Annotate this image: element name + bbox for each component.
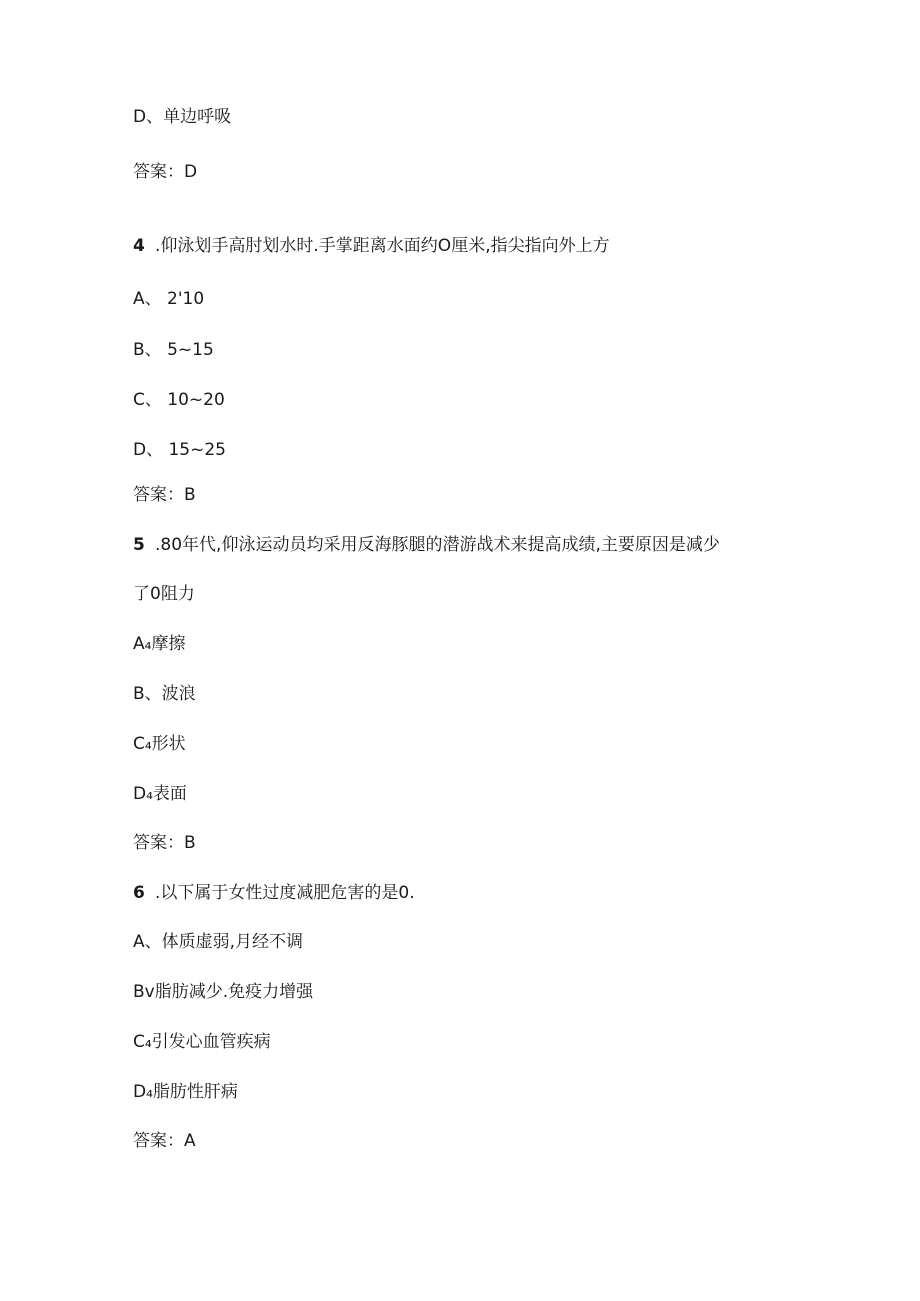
option-c-q4: C、 10~20 xyxy=(133,390,225,410)
question-text: .仰泳划手高肘划水时.手掌距离水面约O厘米,指尖指向外上方 xyxy=(155,236,610,256)
option-a-q6: A、体质虚弱,月经不调 xyxy=(133,932,304,952)
option-b-q6: Bv脂肪减少.免疫力增强 xyxy=(133,982,314,1002)
question-4 xyxy=(133,235,610,257)
question-text: .80年代,仰泳运动员均采用反海豚腿的潜游战术来提高成绩,主要原因是减少 xyxy=(155,535,720,555)
option-c-q5: C₄形状 xyxy=(133,734,186,754)
question-number: 4 xyxy=(133,236,145,256)
question-6 xyxy=(133,882,415,904)
option-a-q5: A₄摩擦 xyxy=(133,634,186,654)
answer-q3: 答案：D xyxy=(133,162,198,182)
option-a-q4: A、 2'10 xyxy=(133,289,205,309)
question-text: .以下属于女性过度减肥危害的是0. xyxy=(155,883,415,903)
question-5-continued: 了0阻力 xyxy=(133,584,195,604)
option-c-q6: C₄引发心血管疾病 xyxy=(133,1032,271,1052)
question-5 xyxy=(133,534,720,556)
option-b-q5: B、波浪 xyxy=(133,684,196,704)
question-number: 6 xyxy=(133,883,145,903)
answer-q4: 答案：B xyxy=(133,485,196,505)
d-option-q3: D、单边呼吸 xyxy=(133,107,232,127)
answer-q5: 答案：B xyxy=(133,833,196,853)
option-b-q4: B、 5~15 xyxy=(133,340,214,360)
option-d-q6: D₄脂肪性肝病 xyxy=(133,1082,238,1102)
option-d-q5: D₄表面 xyxy=(133,784,187,804)
option-d-q4: D、 15~25 xyxy=(133,440,227,460)
answer-q6: 答案：A xyxy=(133,1131,196,1151)
question-number: 5 xyxy=(133,535,145,555)
